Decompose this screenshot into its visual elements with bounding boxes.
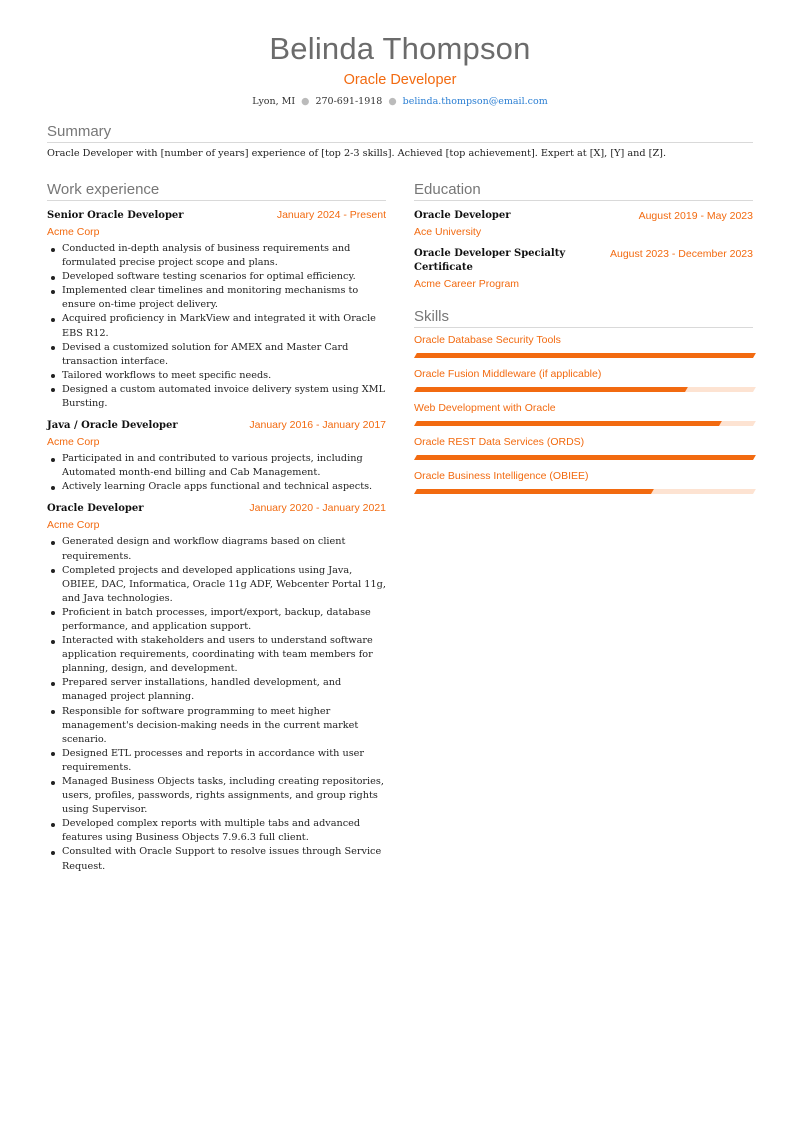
- bullet-item: Responsible for software programming to meet higher management's decision-making needs in the current market scenario.: [62, 705, 386, 747]
- skill-level-bar: [414, 489, 753, 494]
- separator-dot: ●: [301, 96, 310, 107]
- contact-line: [0, 95, 800, 109]
- job-list: [47, 208, 386, 874]
- bullet-item: Proficient in batch processes, import/export, backup, database performance, and application support.: [62, 606, 386, 634]
- education-heading: Education: [414, 180, 753, 201]
- contact-location: Lyon, MI: [252, 96, 296, 107]
- job-company: Acme Corp: [47, 519, 100, 532]
- job-dates: January 2016 - January 2017: [249, 419, 386, 432]
- skills-section: [414, 307, 753, 494]
- job-title: Java / Oracle Developer: [47, 420, 178, 432]
- skill-bar-fill: [414, 489, 654, 494]
- job-company: Acme Corp: [47, 436, 100, 449]
- bullet-item: Interacted with stakeholders and users to understand software application requirements, coordinating with team members for planning, design, and development.: [62, 634, 386, 676]
- job-title: Oracle Developer: [47, 503, 144, 515]
- education-entry: [414, 247, 753, 291]
- bullet-item: Generated design and workflow diagrams based on client requirements.: [62, 535, 386, 563]
- skill-bar-fill: [414, 387, 688, 392]
- skill-list: [414, 333, 753, 494]
- summary-heading: Summary: [47, 122, 753, 143]
- skill-bar-fill: [414, 455, 756, 460]
- job-bullets: [47, 535, 386, 873]
- education-section: [414, 180, 753, 291]
- job-header: [47, 208, 386, 223]
- education-school: Ace University: [414, 225, 482, 238]
- bullet-item: Participated in and contributed to various projects, including Automated month-end billing and Cab Management.: [62, 452, 386, 480]
- skill-entry: [414, 333, 753, 358]
- bullet-item: Devised a customized solution for AMEX and Master Card transaction interface.: [62, 341, 386, 369]
- summary-text: Oracle Developer with [number of years] experience of [top 2-3 skills]. Achieved [top achievement]. Expert at [X], [Y] and [Z].: [47, 148, 667, 159]
- job-entry: [47, 501, 386, 873]
- job-entry: [47, 208, 386, 411]
- bullet-item: Developed software testing scenarios for optimal efficiency.: [62, 270, 386, 284]
- bullet-item: Consulted with Oracle Support to resolve issues through Service Request.: [62, 845, 386, 873]
- bullet-item: Implemented clear timelines and monitoring mechanisms to ensure on-time project delivery.: [62, 284, 386, 312]
- education-degree: Oracle Developer: [414, 210, 511, 221]
- job-header: [47, 418, 386, 433]
- bullet-item: Prepared server installations, handled development, and managed project planning.: [62, 676, 386, 704]
- education-header: [414, 209, 753, 224]
- bullet-item: Designed ETL processes and reports in accordance with user requirements.: [62, 747, 386, 775]
- job-company: Acme Corp: [47, 226, 100, 238]
- skill-level-bar: [414, 353, 753, 358]
- skill-entry: [414, 401, 753, 426]
- skill-level-bar: [414, 455, 753, 460]
- skill-entry: [414, 469, 753, 494]
- contact-phone: 270-691-1918: [315, 96, 383, 107]
- skill-entry: [414, 435, 753, 460]
- bullet-item: Completed projects and developed applications using Java, OBIEE, DAC, Informatica, Oracle 11g ADF, Webcenter Portal 11g, and Java technologies.: [62, 564, 386, 606]
- education-school: Acme Career Program: [414, 277, 520, 290]
- education-dates: August 2023 - December 2023: [609, 247, 753, 260]
- education-degree: Oracle Developer Specialty Certificate: [414, 247, 566, 273]
- job-title: Senior Oracle Developer: [47, 210, 184, 221]
- education-entry: [414, 209, 753, 239]
- bullet-item: Developed complex reports with multiple tabs and advanced features using Business Objects 7.9.6.3 full client.: [62, 817, 386, 845]
- skills-heading: Skills: [414, 307, 753, 328]
- job-bullets: [47, 242, 386, 411]
- right-column: [414, 180, 753, 503]
- bullet-item: Designed a custom automated invoice delivery system using XML Bursting.: [62, 383, 386, 411]
- skill-name: Web Development with Oracle: [414, 401, 556, 414]
- bullet-item: Actively learning Oracle apps functional and technical aspects.: [62, 480, 386, 494]
- job-dates: January 2020 - January 2021: [249, 502, 386, 515]
- experience-heading: Work experience: [47, 180, 386, 201]
- bullet-item: Managed Business Objects tasks, including creating repositories, users, profiles, passwords, rights assignments, and group rights using Supervisor.: [62, 775, 386, 817]
- education-list: [414, 209, 753, 291]
- skill-entry: [414, 367, 753, 392]
- skill-name: Oracle Business Intelligence (OBIEE): [414, 469, 589, 482]
- skill-name: Oracle REST Data Services (ORDS): [414, 435, 585, 448]
- education-header: [414, 247, 753, 276]
- summary-section: [47, 122, 753, 161]
- skill-bar-fill: [414, 421, 722, 426]
- job-header: [47, 501, 386, 516]
- job-entry: [47, 418, 386, 494]
- bullet-item: Conducted in-depth analysis of business requirements and formulated precise project scope and plans.: [62, 242, 386, 270]
- skill-bar-fill: [414, 353, 756, 358]
- job-dates: January 2024 - Present: [276, 209, 386, 221]
- separator-dot: ●: [388, 96, 397, 107]
- candidate-title: Oracle Developer: [343, 72, 457, 88]
- job-bullets: [47, 452, 386, 494]
- bullet-item: Acquired proficiency in MarkView and integrated it with Oracle EBS R12.: [62, 312, 386, 340]
- skill-name: Oracle Fusion Middleware (if applicable): [414, 367, 602, 380]
- skill-level-bar: [414, 387, 753, 392]
- resume-header: [0, 0, 800, 109]
- bullet-item: Tailored workflows to meet specific needs.: [62, 369, 386, 383]
- skill-level-bar: [414, 421, 753, 426]
- candidate-name: Belinda Thompson: [269, 31, 531, 66]
- skill-name: Oracle Database Security Tools: [414, 333, 561, 346]
- education-dates: August 2019 - May 2023: [638, 210, 753, 222]
- experience-section: [47, 180, 386, 874]
- contact-email-link[interactable]: belinda.thompson@email.com: [402, 96, 548, 107]
